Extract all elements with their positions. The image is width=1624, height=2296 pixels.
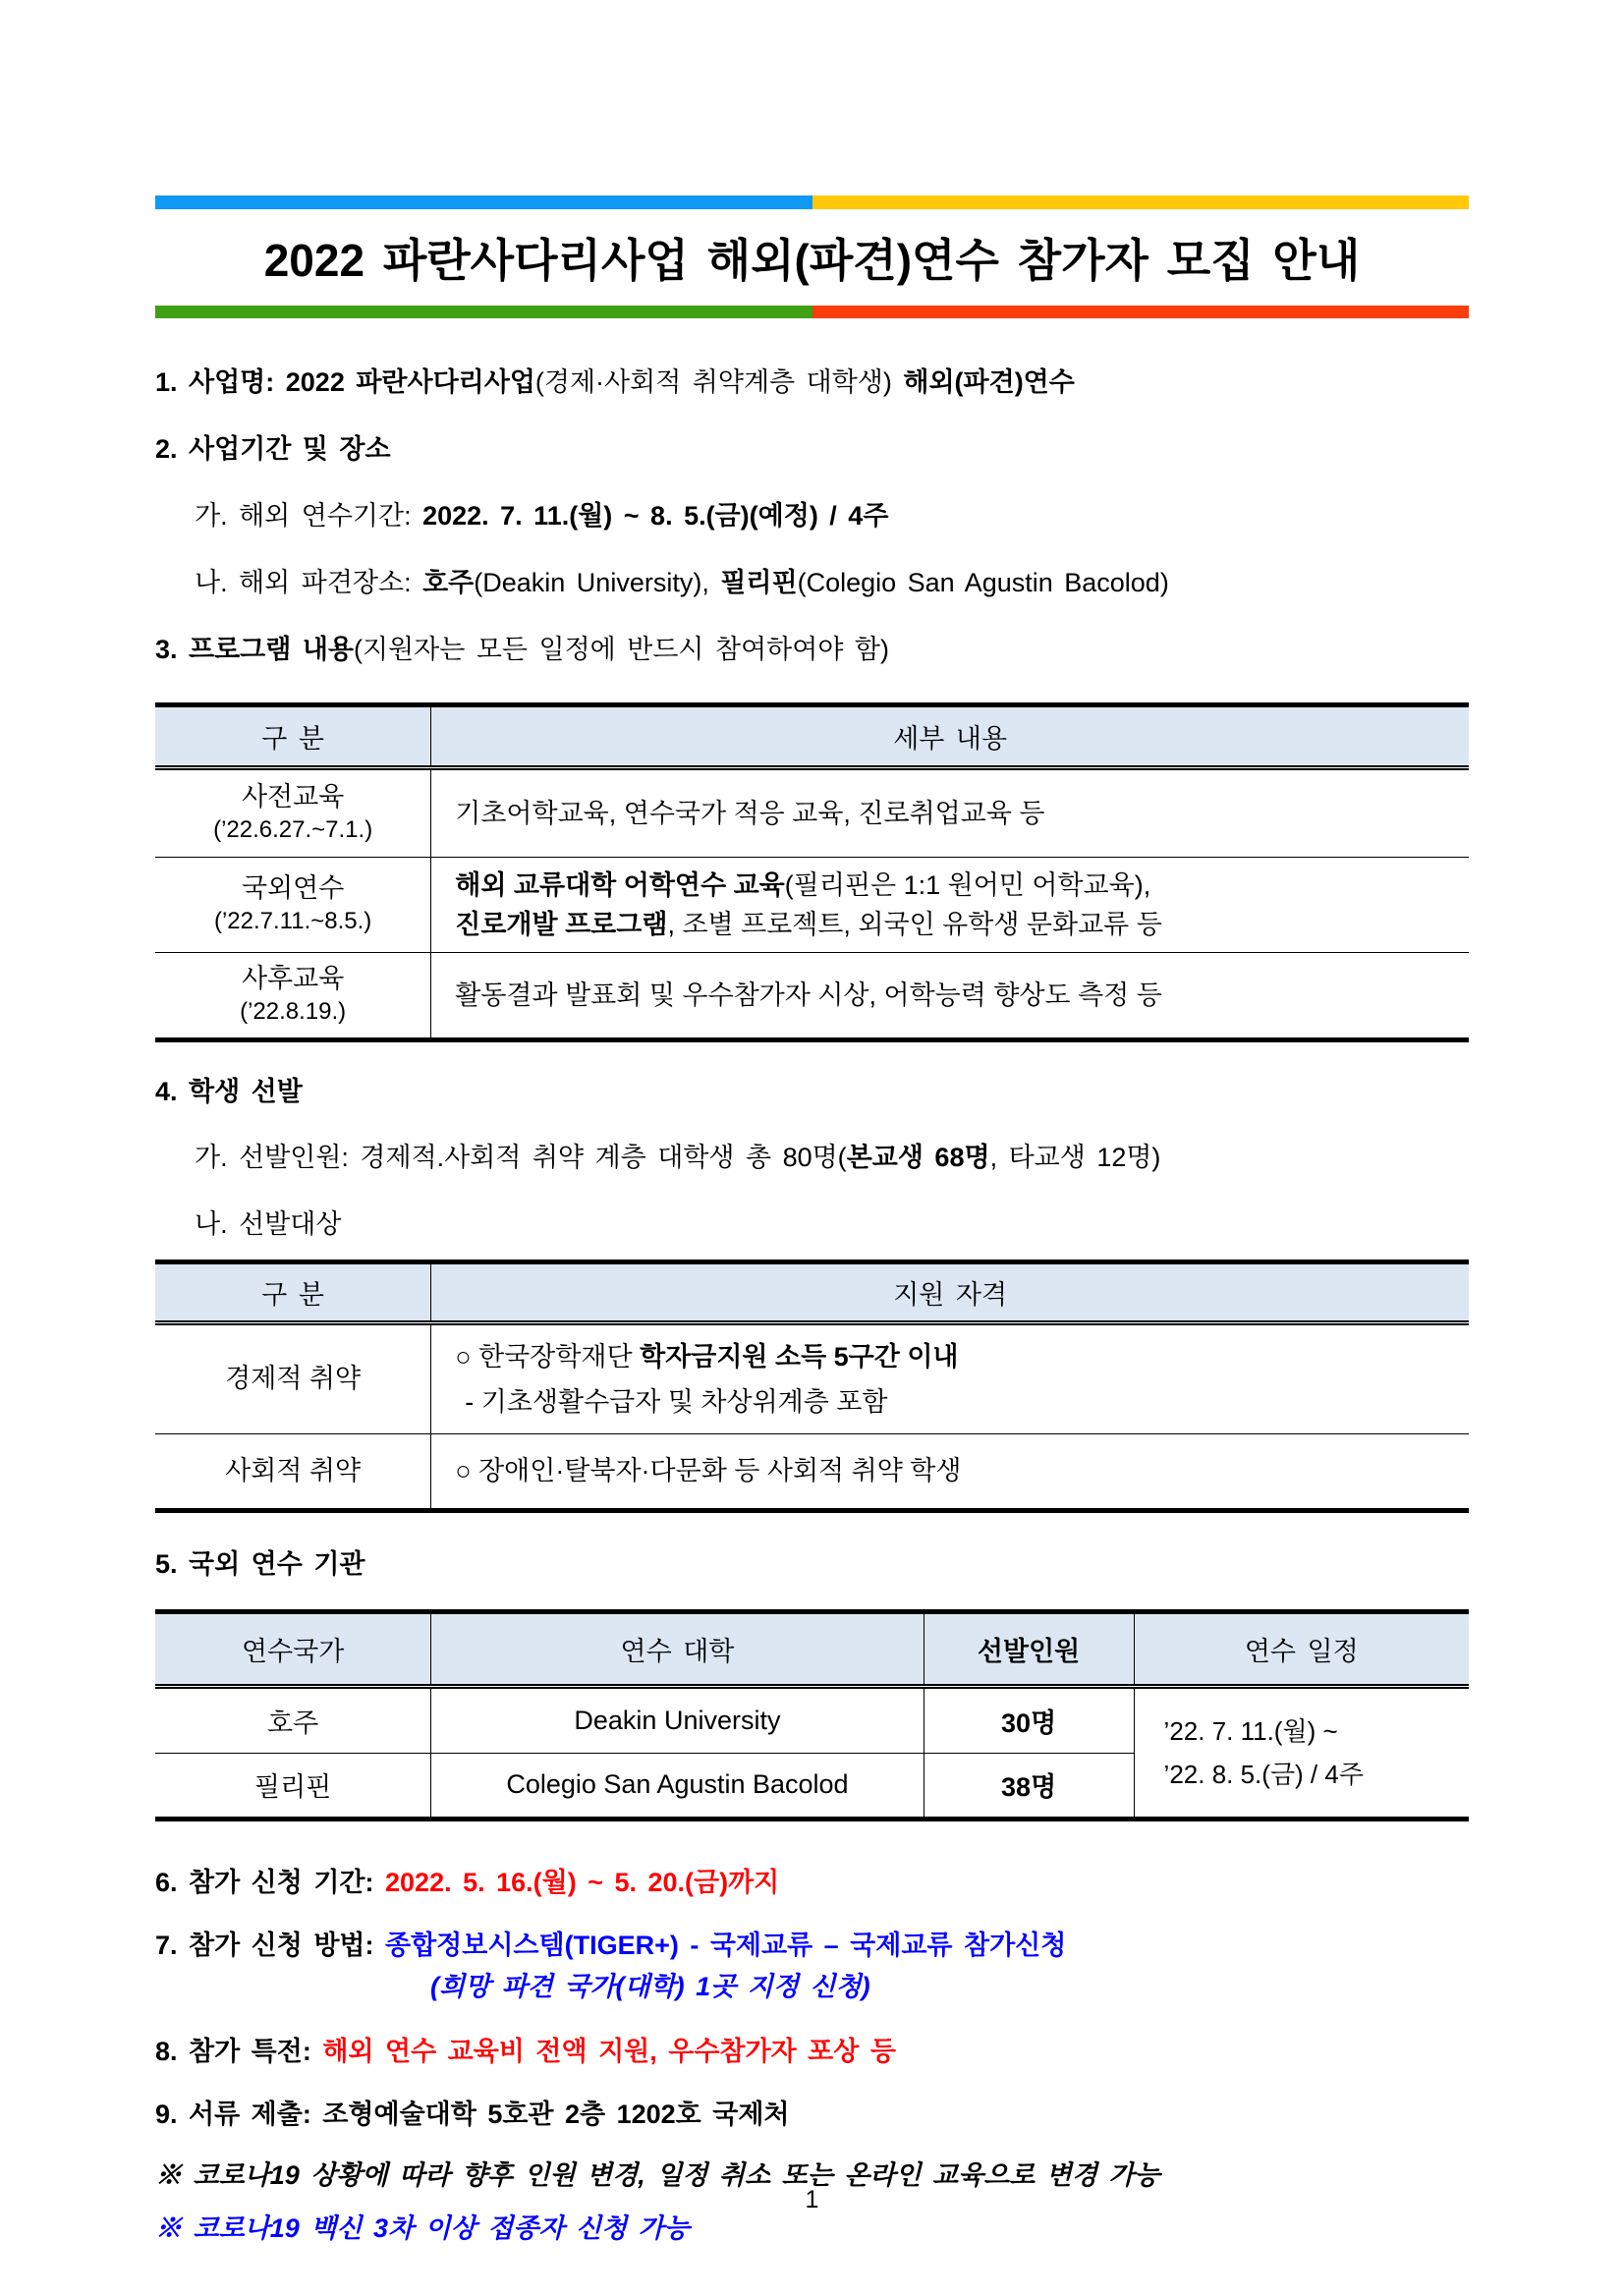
dispatch-univ-2: (Colegio San Agustin Bacolod) — [797, 567, 1169, 597]
institution-university-deakin: Deakin University — [431, 1686, 924, 1753]
institution-schedule-line2: ’22. 8. 5.(금) / 4주 — [1163, 1759, 1364, 1789]
table-row — [155, 952, 1469, 1039]
institution-count-australia: 30명 — [924, 1686, 1134, 1753]
title-block — [155, 0, 1469, 318]
section-1-tail: 해외(파견)연수 — [903, 366, 1075, 397]
dispatch-univ-1: (Deakin University), — [474, 567, 721, 597]
table-row — [155, 857, 1469, 952]
institution-country-australia: 호주 — [267, 1708, 319, 1738]
eligibility-category-social — [155, 1433, 431, 1510]
program-category-pre-date: (’22.6.27.~7.1.) — [213, 816, 373, 844]
section-2-item-ga — [195, 469, 1469, 535]
dispatch-country-2: 필리핀 — [720, 567, 798, 597]
program-detail-pre — [431, 767, 1469, 857]
eligibility-category-economic-text: 경제적 취약 — [225, 1364, 362, 1394]
program-header-detail: 세부 내용 — [431, 704, 1469, 767]
eligibility-header-qualification: 지원 자격 — [431, 1261, 1469, 1322]
section-3-heading-paren: (지원자는 모든 일정에 반드시 참여하여야 함) — [354, 634, 889, 664]
table-row — [155, 1322, 1469, 1433]
program-category-pre — [155, 767, 431, 857]
covid-note-2-text: ※ 코로나19 백신 3차 이상 접종자 신청 가능 — [155, 2212, 690, 2243]
submission-text: 9. 서류 제출: 조형예술대학 5호관 2층 1202호 국제처 — [155, 2099, 790, 2129]
title-bottom-bar — [155, 306, 1469, 318]
selection-target-label: 나. 선발대상 — [195, 1208, 342, 1239]
section-6-application-period — [155, 1821, 1469, 1902]
program-category-overseas-date: (’22.7.11.~8.5.) — [213, 908, 372, 935]
section-2-heading-text: 2. 사업기간 및 장소 — [155, 433, 391, 464]
program-detail-post-text: 활동결과 발표회 및 우수참가자 시상, 어학능력 향상도 측정 등 — [455, 980, 1162, 1010]
section-1-program-name: 2022 파란사다리사업 — [285, 366, 535, 397]
program-category-overseas — [155, 857, 431, 952]
section-8-benefits — [155, 2006, 1469, 2071]
selection-count-bold: 본교생 68명 — [846, 1142, 990, 1172]
program-detail-overseas-bold2: 진로개발 프로그램 — [455, 909, 668, 939]
title-bottom-bar-green — [155, 306, 812, 318]
program-detail-overseas — [431, 857, 1469, 952]
application-period-label: 6. 참가 신청 기간: — [155, 1867, 386, 1897]
institution-header-university: 연수 대학 — [431, 1611, 924, 1686]
eligibility-detail-economic — [431, 1322, 1469, 1433]
program-category-post-date: (’22.8.19.) — [240, 998, 347, 1026]
section-4-heading-text: 4. 학생 선발 — [155, 1076, 303, 1106]
program-category-post — [155, 952, 431, 1039]
title-top-bar-blue — [155, 196, 812, 209]
application-method-label: 7. 참가 신청 방법: — [155, 1930, 386, 1960]
section-3-heading-bold: 3. 프로그램 내용 — [155, 634, 355, 664]
institution-university-colegio: Colegio San Agustin Bacolod — [431, 1753, 924, 1819]
eligibility-economic-reg: ○ 한국장학재단 — [455, 1341, 641, 1372]
training-period-label: 가. 해외 연수기간: — [195, 500, 423, 531]
eligibility-header-category: 구 분 — [155, 1261, 431, 1322]
covid-note-1-text: ※ 코로나19 상황에 따라 향후 인원 변경, 일정 취소 또는 온라인 교육으로 변경 가능 — [155, 2159, 1160, 2190]
section-9-submission — [155, 2071, 1469, 2134]
title-top-bar-yellow — [812, 196, 1470, 209]
dispatch-country-1: 호주 — [422, 567, 475, 597]
program-detail-overseas-reg2: , 조별 프로젝트, 외국인 유학생 문화교류 등 — [667, 909, 1162, 939]
section-2-item-na — [195, 535, 1469, 602]
section-1-paren: (경제·사회적 취약계층 대학생) — [534, 366, 904, 397]
eligibility-category-economic — [155, 1322, 431, 1433]
benefits-value: 해외 연수 교육비 전액 지원, 우수참가자 포상 등 — [322, 2036, 896, 2066]
section-1-business-name — [155, 318, 1469, 402]
page-number: 1 — [805, 2186, 819, 2213]
section-5-heading-text: 5. 국외 연수 기관 — [155, 1548, 365, 1579]
benefits-label: 8. 참가 특전: — [155, 2036, 323, 2066]
institution-header-schedule: 연수 일정 — [1134, 1611, 1469, 1686]
eligibility-table — [155, 1260, 1469, 1513]
application-method-note: (희망 파견 국가(대학) 1곳 지정 신청) — [430, 1971, 870, 2001]
eligibility-category-social-text: 사회적 취약 — [225, 1455, 362, 1485]
section-2-heading — [155, 402, 1469, 469]
institution-header-count: 선발인원 — [924, 1611, 1134, 1686]
title-top-bar — [155, 196, 1469, 209]
institution-schedule — [1134, 1686, 1469, 1819]
eligibility-economic-bold: 학자금지원 소득 5구간 이내 — [640, 1341, 959, 1372]
institution-header-country: 연수국가 — [155, 1611, 431, 1686]
application-method-value: 종합정보시스템(TIGER+) - 국제교류 – 국제교류 참가신청 — [385, 1930, 1067, 1960]
application-period-value: 2022. 5. 16.(월) ~ 5. 20.(금)까지 — [385, 1867, 780, 1897]
institution-country-philippines: 필리핀 — [155, 1753, 431, 1819]
title-bottom-bar-red — [812, 306, 1470, 318]
program-category-post-name: 사후교육 — [241, 963, 345, 993]
section-5-heading — [155, 1513, 1469, 1584]
dispatch-place-label: 나. 해외 파견장소: — [195, 567, 423, 597]
page-title: 2022 파란사다리사업 해외(파견)연수 참가자 모집 안내 — [263, 235, 1361, 286]
section-4-item-na — [195, 1177, 1469, 1244]
institution-table-header-row — [155, 1611, 1469, 1686]
selection-count-suffix: , 타교생 12명) — [989, 1142, 1161, 1172]
table-row — [155, 1686, 1469, 1753]
program-header-category: 구 분 — [155, 704, 431, 767]
program-table — [155, 702, 1469, 1042]
program-detail-overseas-bold1: 해외 교류대학 어학연수 교육 — [455, 869, 785, 900]
section-1-label: 1. 사업명: — [155, 366, 286, 397]
institution-schedule-line1: ’22. 7. 11.(월) ~ — [1163, 1715, 1338, 1746]
eligibility-economic-line2: - 기초생활수급자 및 차상위계층 포함 — [465, 1386, 888, 1417]
program-detail-overseas-reg1: (필리핀은 1:1 원어민 어학교육), — [784, 869, 1151, 900]
section-7-application-method — [155, 1902, 1469, 1965]
section-4-item-ga — [195, 1111, 1469, 1177]
training-period-value: 2022. 7. 11.(월) ~ 8. 5.(금)(예정) / 4주 — [422, 500, 889, 531]
eligibility-social-line1: ○ 장애인·탈북자·다문화 등 사회적 취약 학생 — [455, 1456, 962, 1485]
institution-count-philippines: 38명 — [924, 1753, 1134, 1819]
table-row — [155, 767, 1469, 857]
program-category-overseas-name: 국외연수 — [241, 872, 345, 903]
program-category-pre-name: 사전교육 — [241, 781, 345, 812]
section-7-application-note — [430, 1965, 1469, 2006]
selection-count-prefix: 가. 선발인원: 경제적.사회적 취약 계층 대학생 총 80명( — [195, 1142, 847, 1172]
eligibility-table-header-row — [155, 1261, 1469, 1322]
program-detail-pre-text: 기초어학교육, 연수국가 적응 교육, 진로취업교육 등 — [455, 798, 1045, 828]
eligibility-detail-social — [431, 1433, 1469, 1510]
section-4-heading — [155, 1042, 1469, 1111]
section-3-heading — [155, 602, 1469, 669]
program-table-header-row — [155, 704, 1469, 767]
institution-table — [155, 1609, 1469, 1821]
table-row — [155, 1433, 1469, 1510]
program-detail-post — [431, 952, 1469, 1039]
